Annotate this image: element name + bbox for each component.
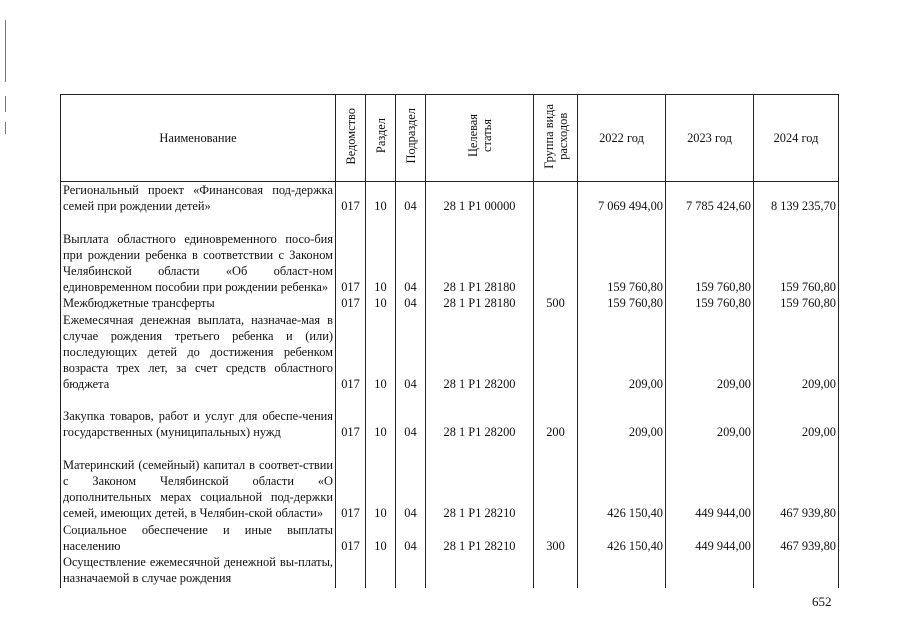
row-razdel: 10 [366, 295, 396, 311]
row-celevaya: 28 1 P1 28180 [426, 295, 534, 311]
row-celevaya: 28 1 P1 28210 [426, 441, 534, 522]
row-gruppa: 200 [534, 393, 578, 441]
row-vedomstvo: 017 [336, 393, 366, 441]
row-gruppa [534, 441, 578, 522]
row-razdel: 10 [366, 522, 396, 554]
scan-edge-mark-top [5, 20, 6, 82]
row-vedomstvo [336, 554, 366, 588]
row-name: Межбюджетные трансферты [61, 295, 336, 311]
row-celevaya: 28 1 P1 28200 [426, 312, 534, 393]
header-2024: 2024 год [754, 95, 839, 182]
budget-table [60, 94, 839, 588]
header-gruppa-line2: расходов [555, 112, 570, 160]
header-podrazdel [396, 95, 426, 182]
row-name: Региональный проект «Финансовая под-держка семей при рождении детей» [61, 182, 336, 215]
row-podrazdel [396, 554, 426, 588]
row-2022: 209,00 [578, 393, 666, 441]
row-2023: 7 785 424,60 [666, 182, 754, 215]
row-name: Ежемесячная денежная выплата, назначае-мая в случае рождения третьего ребенка и (или) последующих детей до достижения ребенком возраста трех лет, за счет средств областного бюджета [61, 312, 336, 393]
row-gruppa [534, 182, 578, 215]
table-row [61, 393, 839, 441]
row-razdel: 10 [366, 312, 396, 393]
header-celevaya [426, 95, 534, 182]
header-name: Наименование [61, 95, 336, 182]
row-gruppa [534, 312, 578, 393]
row-razdel: 10 [366, 393, 396, 441]
row-name: Выплата областного единовременного посо-бия при рождении ребенка в соответствии с Законом Челябинской области «Об област-ном единовременном пособии при рождении ребенка» [61, 214, 336, 295]
page-number: 652 [812, 594, 832, 609]
row-2024 [754, 554, 839, 588]
row-podrazdel: 04 [396, 441, 426, 522]
row-vedomstvo: 017 [336, 312, 366, 393]
row-gruppa: 300 [534, 522, 578, 554]
header-razdel-text: Раздел [373, 118, 388, 154]
row-2022 [578, 554, 666, 588]
header-podrazdel-text: Подраздел [403, 108, 418, 164]
row-vedomstvo: 017 [336, 182, 366, 215]
row-name: Закупка товаров, работ и услуг для обеспе-чения государственных (муниципальных) нужд [61, 393, 336, 441]
row-2023: 159 760,80 [666, 214, 754, 295]
scan-edge-mark-low [5, 122, 6, 134]
row-name: Осуществление ежемесячной денежной вы-платы, назначаемой в случае рождения [61, 554, 336, 588]
row-2023: 449 944,00 [666, 441, 754, 522]
row-celevaya: 28 1 P1 28210 [426, 522, 534, 554]
row-podrazdel: 04 [396, 393, 426, 441]
row-podrazdel: 04 [396, 182, 426, 215]
row-vedomstvo: 017 [336, 441, 366, 522]
row-2023: 209,00 [666, 312, 754, 393]
table-header [61, 95, 839, 182]
row-name: Социальное обеспечение и иные выплаты населению [61, 522, 336, 554]
row-2022: 426 150,40 [578, 441, 666, 522]
row-podrazdel: 04 [396, 214, 426, 295]
row-razdel [366, 554, 396, 588]
row-2022: 7 069 494,00 [578, 182, 666, 215]
row-celevaya: 28 1 P1 28180 [426, 214, 534, 295]
header-2023: 2023 год [666, 95, 754, 182]
row-podrazdel: 04 [396, 312, 426, 393]
row-podrazdel: 04 [396, 295, 426, 311]
row-celevaya: 28 1 P1 28200 [426, 393, 534, 441]
row-razdel: 10 [366, 441, 396, 522]
row-2024: 209,00 [754, 312, 839, 393]
header-vedomstvo-text: Ведомство [343, 107, 358, 165]
header-gruppa [534, 95, 578, 182]
row-2022: 426 150,40 [578, 522, 666, 554]
row-2022: 209,00 [578, 312, 666, 393]
table-row [61, 522, 839, 554]
header-gruppa-line1: Группа вида [541, 103, 556, 169]
row-2022: 159 760,80 [578, 295, 666, 311]
header-celevaya-line1: Целевая [465, 114, 480, 158]
row-2023: 209,00 [666, 393, 754, 441]
row-2024: 467 939,80 [754, 441, 839, 522]
row-2023 [666, 554, 754, 588]
row-2022: 159 760,80 [578, 214, 666, 295]
table-row [61, 182, 839, 215]
row-celevaya [426, 554, 534, 588]
row-gruppa: 500 [534, 295, 578, 311]
row-2024: 159 760,80 [754, 214, 839, 295]
row-2024: 467 939,80 [754, 522, 839, 554]
row-razdel: 10 [366, 214, 396, 295]
row-2023: 449 944,00 [666, 522, 754, 554]
header-row [61, 95, 839, 182]
row-2024: 209,00 [754, 393, 839, 441]
scan-edge-mark-mid [5, 96, 6, 112]
table-row [61, 312, 839, 393]
table-body [61, 182, 839, 589]
table-row [61, 214, 839, 295]
header-2022: 2022 год [578, 95, 666, 182]
row-vedomstvo: 017 [336, 522, 366, 554]
row-2024: 8 139 235,70 [754, 182, 839, 215]
row-vedomstvo: 017 [336, 295, 366, 311]
row-celevaya: 28 1 P1 00000 [426, 182, 534, 215]
table-row [61, 554, 839, 588]
row-razdel: 10 [366, 182, 396, 215]
table-row [61, 441, 839, 522]
row-name: Материнский (семейный) капитал в соответ-ствии с Законом Челябинской области «О дополнительных мерах социальной под-держки семей, имеющих детей, в Челябин-ской области» [61, 441, 336, 522]
row-gruppa [534, 554, 578, 588]
table-row [61, 295, 839, 311]
header-celevaya-line2: статья [479, 119, 494, 153]
row-2024: 159 760,80 [754, 295, 839, 311]
row-2023: 159 760,80 [666, 295, 754, 311]
header-razdel [366, 95, 396, 182]
row-gruppa [534, 214, 578, 295]
header-vedomstvo [336, 95, 366, 182]
row-podrazdel: 04 [396, 522, 426, 554]
row-vedomstvo: 017 [336, 214, 366, 295]
